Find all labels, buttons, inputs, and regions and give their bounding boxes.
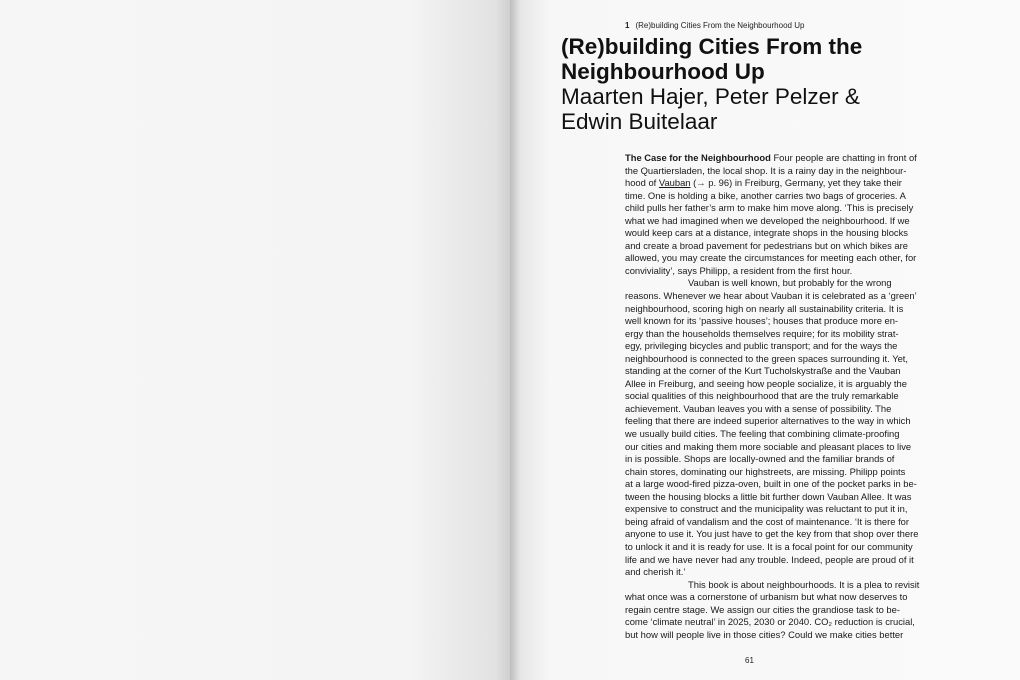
text-line: what once was a cornerstone of urbanism but what now deserves to [625,591,908,603]
paragraph-2 [625,277,945,578]
chapter-authors-line-2: Edwin Buitelaar [561,109,718,134]
chapter-authors-line-1: Maarten Hajer, Peter Pelzer & [561,84,860,109]
text-line [625,152,945,165]
text-span: hood of [625,177,659,189]
text-line: achievement. Vauban leaves you with a sense of possibility. The [625,402,892,414]
running-head-title: (Re)building Cities From the Neighbourhood Up [635,21,805,30]
text-line: allowed, you may create the circumstances for meeting each other, for [625,252,917,264]
text-line [625,177,945,190]
text-line: child pulls her father’s arm to make him move along. ‘This is precisely [625,202,914,214]
text-line: regain centre stage. We assign our cities the grandiose task to be- [625,603,900,615]
chapter-title-line-2: Neighbourhood Up [561,59,765,84]
page-number: 61 [745,656,754,665]
body-text [625,152,945,641]
text-line: being afraid of vandalism and the cost of maintenance. ‘It is there for [625,515,910,527]
text-line: but how will people live in those cities? Could we make cities better [625,628,904,640]
text-line: social qualities of this neighbourhood that are the truly remarkable [625,390,899,402]
text-line: come ‘climate neutral’ in 2025, 2030 or 2040. CO₂ reduction is crucial, [625,616,915,628]
text-line: would keep cars at a distance, integrate shops in the housing blocks [625,227,908,239]
text-line: to unlock it and it is ready for use. It is a focal point for our community [625,540,913,552]
text-line: Allee in Freiburg, and seeing how people socialize, it is arguably the [625,377,907,389]
text-line: anyone to use it. You just have to get the key from that shop over there [625,528,919,540]
text-line: at a large wood-fired pizza-oven, built in one of the pocket parks in be- [625,478,917,490]
section-lead-heading: The Case for the Neighbourhood [625,152,771,163]
running-head-number: 1 [625,21,630,30]
text-span: (→ p. 96) in Freiburg, Germany, yet they take their [690,177,902,189]
text-line: standing at the corner of the Kurt Tucholskystraße and the Vauban [625,365,901,377]
text-line: what we had imagined when we developed the neighbourhood. If we [625,214,910,226]
text-line: chain stores, dominating our highstreets, are missing. Philipp points [625,465,906,477]
chapter-heading [561,34,991,134]
text-line: egy, privileging bicycles and public transport; and for the ways the [625,340,898,352]
text-line: This book is about neighbourhoods. It is a plea to revisit [688,578,920,590]
text-line: conviviality’, says Philipp, a resident from the first hour. [625,264,853,276]
text-line: ergy than the households themselves require; for its mobility strat- [625,327,899,339]
text-line: life and we have never had any trouble. Indeed, people are proud of it [625,553,914,565]
text-line: in is possible. Shops are locally-owned and the familiar brands of [625,453,895,465]
text-line: Vauban is well known, but probably for the wrong [688,277,892,289]
text-line: well known for its ‘passive houses’; houses that produce more en- [625,315,899,327]
text-line: our cities and making them more sociable and pleasant places to live [625,440,912,452]
text-line: and cherish it.’ [625,566,686,578]
text-line: neighbourhood is connected to the green spaces surrounding it. Yet, [625,352,909,364]
text-line: expensive to construct and the municipality was reluctant to put it in, [625,503,908,515]
vauban-link[interactable]: Vauban [658,177,691,189]
paragraph-1 [625,152,945,277]
text-line: feeling that there are indeed superior alternatives to the way in which [625,415,911,427]
text-line: neighbourhood, scoring high on nearly all sustainability criteria. It is [625,302,904,314]
running-head [625,21,804,30]
chapter-title-line-1: (Re)building Cities From the [561,34,863,59]
text-line: tween the housing blocks a little bit further down Vauban Allee. It was [625,490,912,502]
text-line: and create a broad pavement for pedestrians but on which bikes are [625,239,908,251]
text-line: the Quartiersladen, the local shop. It is a rainy day in the neighbour- [625,164,907,176]
text-line: we usually build cities. The feeling that combining climate-proofing [625,428,900,440]
text-line: reasons. Whenever we hear about Vauban it is celebrated as a ‘green’ [625,290,917,302]
text-line: time. One is holding a bike, another carries two bags of groceries. A [625,189,906,201]
paragraph-3 [625,579,945,642]
text-span: Four people are chatting in front of [770,152,917,163]
